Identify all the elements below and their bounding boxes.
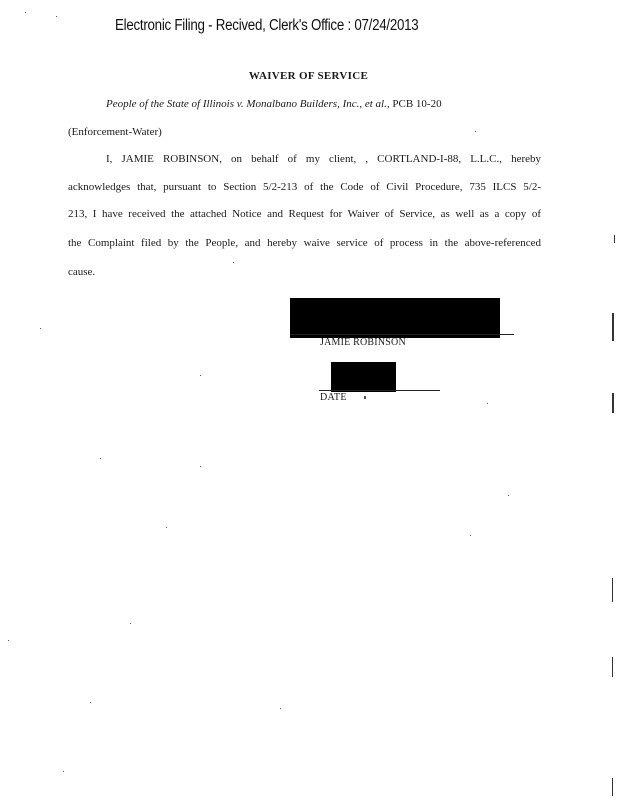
scan-speckle [56, 16, 57, 17]
scan-speckle [25, 12, 26, 13]
scan-artifact-mark [612, 313, 614, 341]
signatory-name: JAMIE ROBINSON [320, 337, 406, 348]
case-number: PCB 10-20 [389, 98, 442, 110]
body-line-5: cause. [68, 266, 96, 278]
scan-speckle [100, 458, 101, 459]
case-caption-parties: People of the State of Illinois v. Monalbano Builders, Inc., et al., [106, 98, 390, 110]
scan-speckle [487, 403, 488, 404]
body-line-4: the Complaint filed by the People, and hereby waive service of process in the above-referenced [68, 237, 541, 249]
scan-speckle [130, 623, 131, 624]
electronic-filing-stamp: Electronic Filing - Recived, Clerk's Office : 07/24/2013 [115, 17, 419, 34]
scan-speckle [508, 495, 509, 496]
scan-speckle [470, 535, 471, 536]
scan-speckle [8, 640, 9, 641]
scan-speckle [40, 328, 41, 329]
case-caption [106, 98, 442, 110]
scan-artifact-mark [612, 778, 613, 796]
body-line-3: 213, I have received the attached Notice and Request for Waiver of Service, as well as a copy of [68, 208, 541, 220]
scan-speckle [200, 466, 201, 467]
scan-speckle [166, 527, 167, 528]
date-line [319, 390, 440, 391]
scan-speckle [364, 396, 366, 399]
scan-speckle [233, 262, 234, 263]
scan-artifact-mark [612, 657, 613, 677]
scan-artifact-mark [612, 393, 614, 413]
scan-speckle [475, 131, 476, 132]
body-line-2: acknowledges that, pursuant to Section 5/2-213 of the Code of Civil Procedure, 735 ILCS 5/2- [68, 181, 541, 193]
scan-artifact-mark [612, 578, 613, 602]
redacted-date [331, 362, 396, 392]
scan-speckle [63, 771, 64, 772]
body-line-1: I, JAMIE ROBINSON, on behalf of my client, , CORTLAND-I-88, L.L.C., hereby [106, 153, 541, 165]
scan-speckle [90, 702, 91, 703]
enforcement-type: (Enforcement-Water) [68, 126, 162, 138]
signature-line [290, 334, 514, 335]
scan-speckle [280, 708, 281, 709]
document-title: WAIVER OF SERVICE [248, 70, 369, 82]
scan-artifact-mark [614, 235, 615, 243]
date-label: DATE [320, 392, 347, 403]
redacted-signature [290, 298, 500, 338]
scan-speckle [200, 375, 201, 376]
